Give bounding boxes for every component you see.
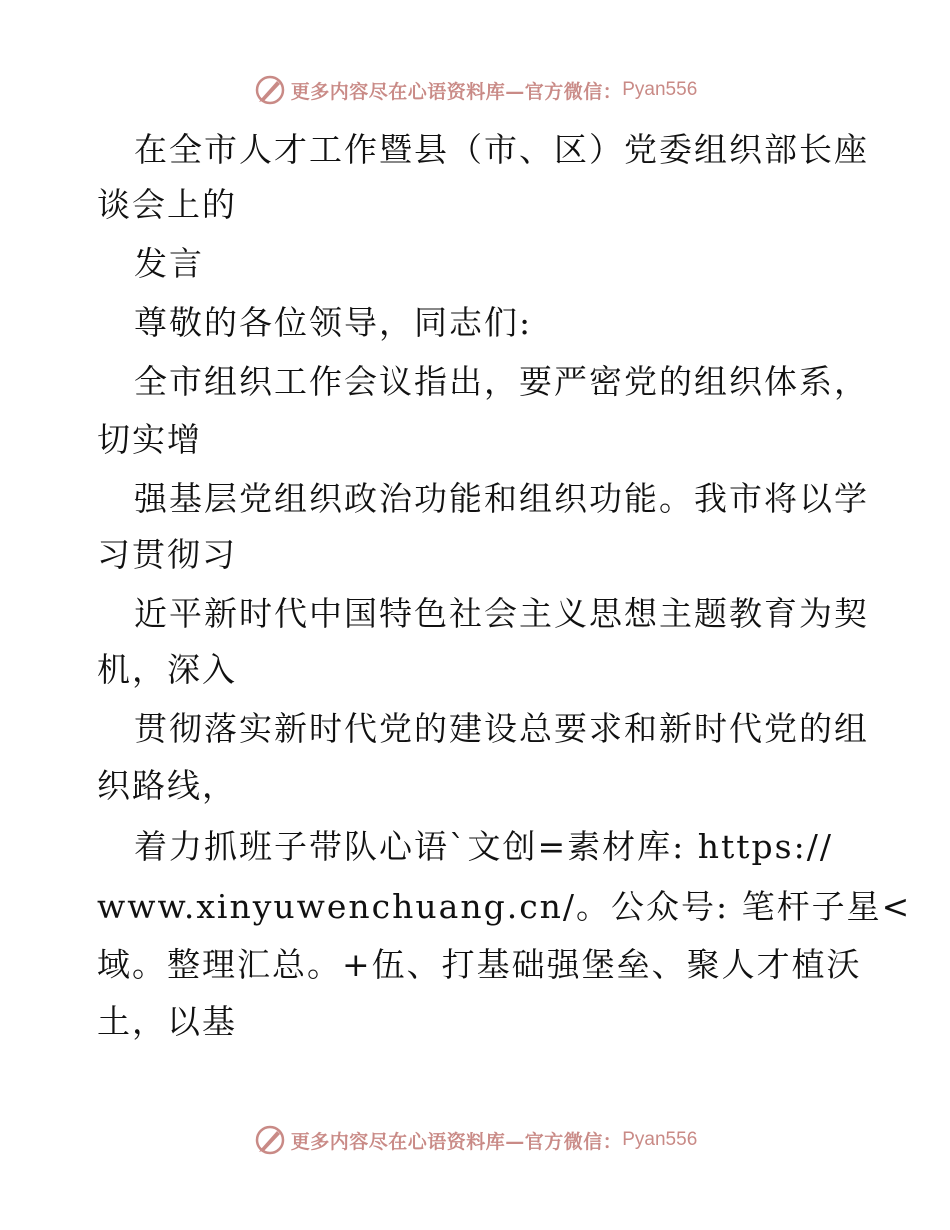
body-line: 在全市人才工作暨县（市、区）党委组织部长座	[134, 130, 869, 169]
body-line: 机，深入	[97, 650, 237, 689]
banner-text: 更多内容尽在心语资料库—官方微信：	[290, 80, 623, 103]
body-line: 织路线，	[97, 766, 237, 805]
body-line: 谈会上的	[97, 185, 237, 224]
body-line: 全市组织工作会议指出，要严密党的组织体系，	[134, 362, 869, 401]
quill-pen-logo-icon	[253, 1123, 287, 1157]
quill-pen-logo-icon	[253, 73, 287, 107]
body-line: 习贯彻习	[97, 535, 237, 574]
body-line: www.xinyuwenchuang.cn/。公众号: 笔杆子星<	[97, 887, 912, 926]
body-line: 发言	[134, 244, 204, 283]
body-line: 尊敬的各位领导，同志们:	[134, 303, 533, 342]
body-line: 强基层党组织政治功能和组织功能。我市将以学	[134, 479, 869, 518]
body-line: 近平新时代中国特色社会主义思想主题教育为契	[134, 594, 869, 633]
banner-text: 更多内容尽在心语资料库—官方微信：	[290, 1130, 623, 1153]
body-line: 贯彻落实新时代党的建设总要求和新时代党的组	[134, 709, 869, 748]
body-line: 着力抓班子带队心语`文创=素材库: https://	[134, 827, 833, 866]
footer-watermark-banner	[0, 1120, 950, 1160]
body-line: 域。整理汇总。+伍、打基础强堡垒、聚人才植沃	[97, 945, 862, 984]
body-line: 切实增	[97, 420, 202, 459]
header-watermark-banner	[0, 70, 950, 110]
banner-wechat-id: Pyan556	[622, 1129, 698, 1150]
body-line: 土，以基	[97, 1002, 237, 1041]
banner-wechat-id: Pyan556	[622, 79, 698, 100]
